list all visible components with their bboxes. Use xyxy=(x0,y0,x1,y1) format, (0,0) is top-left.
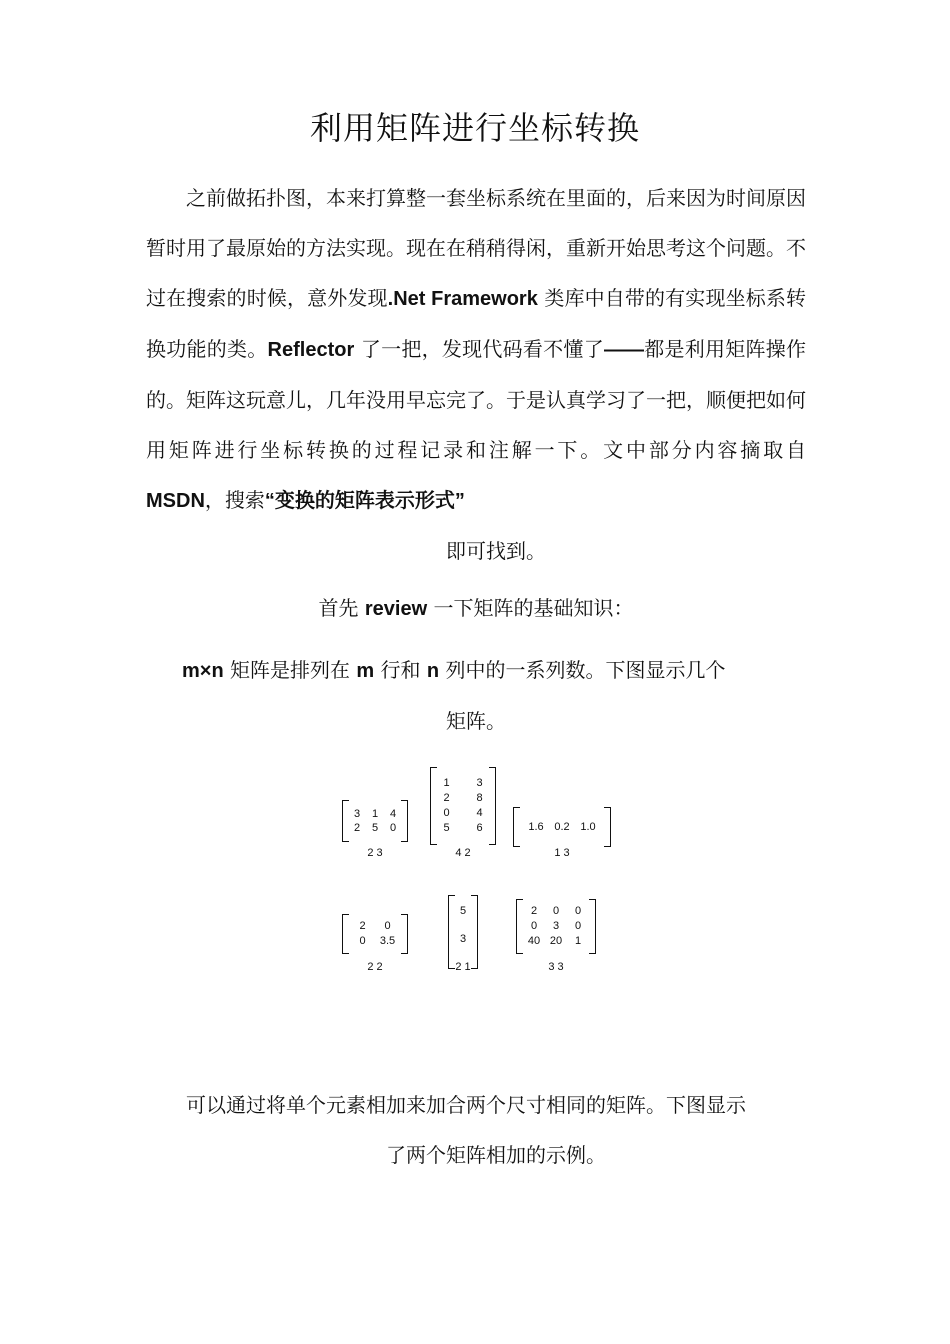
intro-text-5: ，搜索 xyxy=(204,488,265,512)
matrix-cell: 0 xyxy=(389,822,397,834)
matrix-dimension-label: 2 3 xyxy=(367,847,383,859)
matrix-4 xyxy=(342,914,408,954)
matrix-cell: 1 xyxy=(443,777,450,789)
mxn-last-line: 矩阵。 xyxy=(446,709,506,733)
matrix-cell: 3 xyxy=(459,933,467,945)
matrix-row xyxy=(516,920,596,934)
matrix-row xyxy=(342,822,408,836)
matrix-row xyxy=(342,808,408,822)
matrix-cell: 3 xyxy=(353,808,361,820)
matrix-cell: 0 xyxy=(530,920,538,932)
matrix-cell: 0 xyxy=(552,905,560,917)
matrix-row xyxy=(516,935,596,949)
matrix-dimension-label: 4 2 xyxy=(455,847,471,859)
matrix-6 xyxy=(516,899,596,954)
msdn-term: MSDN xyxy=(146,490,205,512)
matrix-cell: 20 xyxy=(549,935,563,947)
matrix-cell: 0 xyxy=(574,905,582,917)
intro-text-3: 了一把，发现代码看不懂了 xyxy=(354,337,604,361)
review-pre: 首先 xyxy=(318,596,365,620)
matrix-cell: 0 xyxy=(384,920,391,932)
addition-paragraph xyxy=(146,1080,806,1180)
mxn-text-2: 行和 xyxy=(374,658,427,682)
matrix-cell: 2 xyxy=(353,822,361,834)
review-word: review xyxy=(364,598,428,620)
matrix-cell: 8 xyxy=(476,792,483,804)
matrix-row xyxy=(448,933,478,947)
mxn-text-3: 列中的一系列数。下图显示几个 xyxy=(439,658,726,682)
addition-text-1: 可以通过将单个元素相加来加合两个尺寸相同的矩阵。下图显示 xyxy=(186,1093,746,1117)
netfw-term: .Net Framework xyxy=(387,288,538,310)
matrix-1 xyxy=(342,800,408,842)
mxn-text-1: 矩阵是排列在 xyxy=(223,658,357,682)
matrix-row xyxy=(430,777,496,791)
page-title: 利用矩阵进行坐标转换 xyxy=(309,109,640,147)
dash: —— xyxy=(603,339,644,361)
matrix-cell: 3.5 xyxy=(379,935,396,947)
matrix-cell: 5 xyxy=(459,905,467,917)
n-term: n xyxy=(426,660,440,682)
matrix-cell: 1 xyxy=(371,808,379,820)
matrix-cell: 0 xyxy=(359,935,366,947)
matrix-row xyxy=(342,920,408,934)
mxn-term: m×n xyxy=(182,660,224,682)
matrix-row xyxy=(448,905,478,919)
matrix-dimension-label: 3 3 xyxy=(548,961,564,973)
matrix-cell: 40 xyxy=(527,935,541,947)
reflector-term: Reflector xyxy=(267,339,355,361)
intro-text-2: 类库中自带的有实现坐标系转换功能的类。 xyxy=(146,286,806,361)
intro-text-1: 之前做拓扑图，本来打算整一套坐标系统在里面的，后来因为时间原因暂时用了最原始的方法实现。现在在稍稍得闲，重新开始思考这个问题。不过在搜索的时候，意外发现 xyxy=(146,186,806,310)
matrix-cell: 6 xyxy=(476,822,483,834)
matrix-row xyxy=(430,792,496,806)
matrix-row xyxy=(430,807,496,821)
matrix-row xyxy=(342,935,408,949)
review-line xyxy=(146,583,806,634)
intro-last-line: 即可找到。 xyxy=(446,539,546,563)
matrix-cell: 5 xyxy=(443,822,450,834)
matrix-row xyxy=(430,822,496,836)
matrix-cell: 0 xyxy=(574,920,582,932)
matrix-cell: 0 xyxy=(443,807,450,819)
m-term: m xyxy=(356,660,375,682)
matrix-cell: 5 xyxy=(371,822,379,834)
matrix-cell: 1.0 xyxy=(580,821,596,833)
matrix-cell: 3 xyxy=(552,920,560,932)
matrix-2 xyxy=(430,767,496,845)
matrix-cell: 4 xyxy=(389,808,397,820)
matrix-cell: 2 xyxy=(530,905,538,917)
matrix-dimension-label: 1 3 xyxy=(554,847,570,859)
search-quote: “变换的矩阵表示形式” xyxy=(264,490,465,512)
matrix-dimension-label: 2 1 xyxy=(455,961,471,973)
matrix-dimension-label: 2 2 xyxy=(367,961,383,973)
matrix-5 xyxy=(448,895,478,969)
mxn-paragraph xyxy=(146,645,806,746)
matrix-row xyxy=(516,905,596,919)
matrix-row xyxy=(513,821,611,835)
addition-last-line: 了两个矩阵相加的示例。 xyxy=(386,1143,606,1167)
review-post: 一下矩阵的基础知识： xyxy=(427,596,634,620)
matrix-cell: 3 xyxy=(476,777,483,789)
matrix-cell: 2 xyxy=(359,920,366,932)
matrix-cell: 1 xyxy=(574,935,582,947)
matrix-cell: 1.6 xyxy=(528,821,544,833)
matrix-cell: 4 xyxy=(476,807,483,819)
matrix-3 xyxy=(513,807,611,847)
intro-paragraph xyxy=(146,173,806,576)
matrix-cell: 2 xyxy=(443,792,450,804)
matrix-cell: 0.2 xyxy=(554,821,570,833)
intro-text-4: 都是利用矩阵操作的。矩阵这玩意儿，几年没用早忘完了。于是认真学习了一把，顺便把如何用矩阵进行坐标转换的过程记录和注解一下。文中部分内容摘取自 xyxy=(146,337,807,462)
matrices-figure xyxy=(320,762,640,982)
